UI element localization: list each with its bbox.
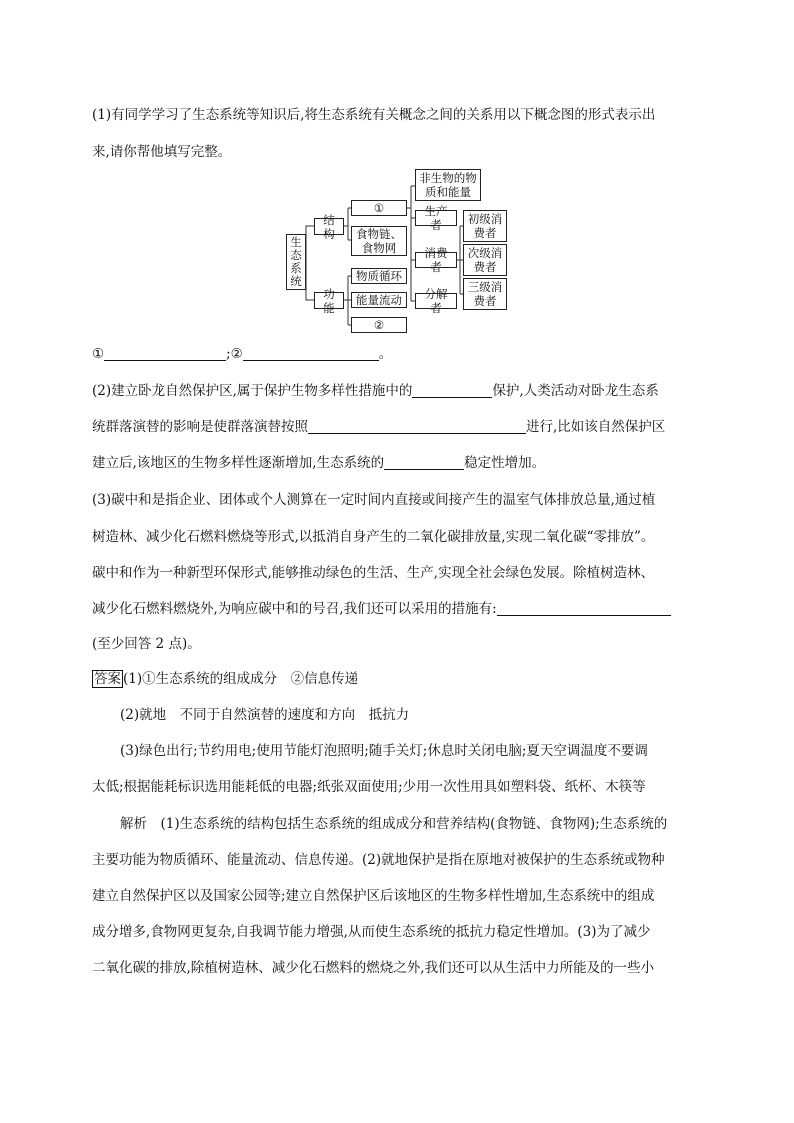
q2-line3-b: 稳定性增加。 — [464, 455, 546, 471]
blank2-label: ② — [230, 346, 243, 362]
decomposer-box: 分解者 — [415, 293, 457, 309]
food-web-box — [351, 226, 407, 256]
q2-line1-a: (2)建立卧龙自然保护区,属于保护生物多样性措施中的 — [92, 383, 413, 399]
blank-box-2: ② — [351, 317, 407, 333]
secondary-line1: 次级消 — [467, 246, 503, 260]
q1-line1: (1)有同学学习了生态系统等知识后,将生态系统有关概念之间的关系用以下概念图的形式表示出 — [92, 107, 656, 123]
analysis-line3: 建立自然保护区以及国家公园等;建立自然保护区后该地区的生物多样性增加,生态系统中的组成 — [92, 888, 655, 904]
answer-2: (2)就地 不同于自然演替的速度和方向 抵抗力 — [120, 707, 410, 723]
q2-line1 — [92, 382, 659, 400]
blank-separator: ; — [226, 346, 231, 362]
q2-line1-b: 保护,人类活动对卧龙生态系 — [492, 383, 659, 399]
q3-line3: 碳中和作为一种新型环保形式,能够推动绿色的生活、生产,实现全社会绿色发展。除植树造林、 — [92, 565, 655, 581]
q2-blank-1[interactable] — [412, 383, 492, 398]
root-char-1: 生 — [290, 235, 302, 249]
blank-box-1: ① — [351, 200, 407, 216]
q2-line2-a: 统群落演替的影响是使群落演替按照 — [92, 419, 308, 435]
primary-line2: 费者 — [473, 226, 497, 240]
producer-box: 生产者 — [415, 210, 457, 226]
q2-blank-2[interactable] — [308, 419, 526, 434]
q1-blanks-line — [92, 345, 392, 363]
q3-line4 — [92, 600, 671, 618]
analysis-line1: 解析 (1)生态系统的结构包括生态系统的组成成分和营养结构(食物链、食物网);生态系统的 — [120, 816, 668, 832]
q3-line2: 树造林、减少化石燃料燃烧等形式,以抵消自身产生的二氧化碳排放量,实现二氧化碳“零排放”。 — [92, 529, 655, 545]
blanks-end: 。 — [378, 346, 393, 362]
q2-line2 — [92, 418, 665, 436]
consumer-box: 消费者 — [415, 252, 457, 268]
structure-box: 结构 — [314, 218, 344, 235]
tertiary-line2: 费者 — [473, 294, 497, 308]
q3-blank[interactable] — [497, 601, 671, 616]
primary-line1: 初级消 — [467, 212, 503, 226]
answer-line1 — [92, 670, 358, 688]
analysis-line4: 成分增多,食物网更复杂,自我调节能力增强,从而使生态系统的抵抗力稳定性增加。(3)为了减少 — [92, 924, 651, 940]
answer-blank-1[interactable] — [104, 346, 226, 361]
energy-flow-box: 能量流动 — [351, 292, 407, 308]
food-web-line2: 食物网 — [361, 241, 397, 255]
tertiary-consumer-box — [463, 278, 507, 310]
q2-blank-3[interactable] — [384, 455, 464, 470]
answer-3a: (3)绿色出行;节约用电;使用节能灯泡照明;随手关灯;休息时关闭电脑;夏天空调温度不要调 — [120, 743, 648, 759]
blank1-label: ① — [92, 346, 105, 362]
primary-consumer-box — [463, 210, 507, 242]
ecosystem-root-box — [286, 234, 306, 290]
tertiary-line1: 三级消 — [467, 280, 503, 294]
q3-line1: (3)碳中和是指企业、团体或个人测算在一定时间内直接或间接产生的温室气体排放总量,通过植 — [92, 492, 656, 508]
q2-line3-a: 建立后,该地区的生物多样性逐渐增加,生态系统的 — [92, 455, 385, 471]
q3-line5: (至少回答 2 点)。 — [92, 636, 201, 652]
q2-line2-b: 进行,比如该自然保护区 — [526, 419, 666, 435]
secondary-line2: 费者 — [473, 260, 497, 274]
analysis-line5: 二氧化碳的排放,除植树造林、减少化石燃料的燃烧之外,我们还可以从生活中力所能及的一些小 — [92, 960, 655, 976]
abiotic-line2: 质和能量 — [425, 185, 471, 199]
q2-line3 — [92, 454, 545, 472]
secondary-consumer-box — [463, 244, 507, 276]
answer-3b: 太低;根据能耗标识选用能耗低的电器;纸张双面使用;少用一次性用具如塑料袋、纸杯、木筷等 — [92, 779, 646, 795]
root-char-4: 统 — [290, 274, 302, 288]
material-cycle-box: 物质循环 — [351, 268, 407, 284]
abiotic-line1: 非生物的物 — [419, 171, 477, 185]
answer-blank-2[interactable] — [243, 346, 379, 361]
root-char-2: 态 — [290, 248, 302, 262]
food-web-line1: 食物链、 — [356, 227, 402, 241]
abiotic-box — [415, 169, 481, 201]
analysis-line2: 主要功能为物质循环、能量流动、信息传递。(2)就地保护是指在原地对被保护的生态系统或物种 — [92, 852, 665, 868]
root-char-3: 系 — [290, 261, 302, 275]
q3-line4-text: 减少化石燃料燃烧外,为响应碳中和的号召,我们还可以采用的措施有: — [92, 601, 497, 617]
function-box: 功能 — [314, 292, 344, 309]
answer-tag: 答案 — [94, 671, 121, 687]
q1-line2: 来,请你帮他填写完整。 — [92, 144, 232, 160]
answer-1: (1)①生态系统的组成成分 ②信息传递 — [123, 671, 359, 687]
